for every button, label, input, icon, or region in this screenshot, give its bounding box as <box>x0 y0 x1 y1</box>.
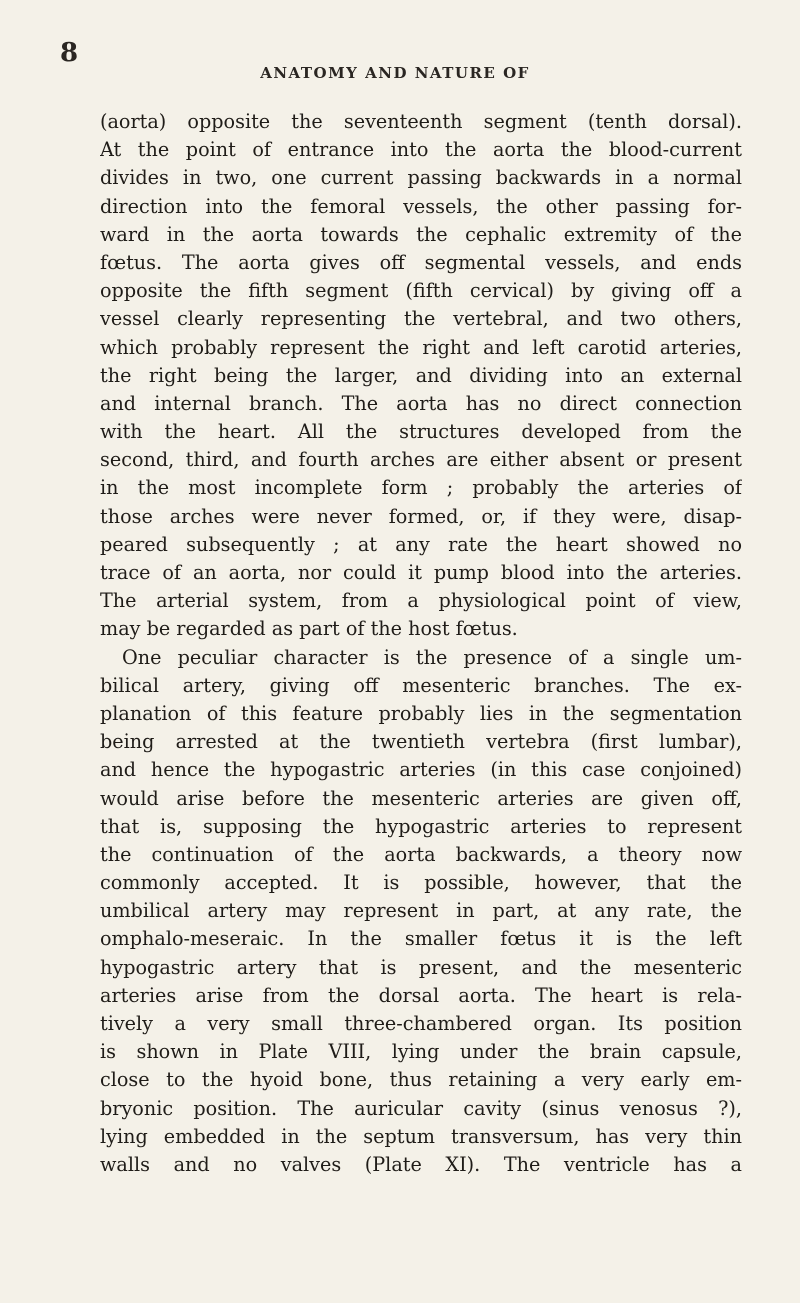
page-header <box>60 38 730 86</box>
running-head: ANATOMY AND NATURE OF <box>260 64 530 82</box>
text-line: fœtus. The aorta gives off segmental vessels, and ends <box>100 250 742 274</box>
page-number: 8 <box>60 38 79 68</box>
text-line: and internal branch. The aorta has no direct connection <box>100 391 742 415</box>
text-line: umbilical artery may represent in part, at any rate, the <box>100 899 742 923</box>
text-line: tively a very small three-chambered organ. Its position <box>100 1012 742 1035</box>
body-text <box>100 108 742 1179</box>
text-line: omphalo-meseraic. In the smaller fœtus it is the left <box>100 927 742 951</box>
text-line: One peculiar character is the presence of a single um- <box>122 645 742 669</box>
text-line: those arches were never formed, or, if they were, disap- <box>100 504 742 528</box>
text-line: direction into the femoral vessels, the other passing for- <box>100 194 742 218</box>
text-line: vessel clearly representing the vertebral, and two others, <box>100 307 742 331</box>
text-line: ward in the aorta towards the cephalic extremity of the <box>100 222 742 246</box>
text-line: being arrested at the twentieth vertebra (first lumbar), <box>100 730 742 754</box>
text-line: bilical artery, giving off mesenteric branches. The ex- <box>100 673 742 697</box>
text-line: the continuation of the aorta backwards, a theory now <box>100 842 742 866</box>
text-line: would arise before the mesenteric arteries are given off, <box>100 786 742 810</box>
text-line: may be regarded as part of the host fœtus. <box>100 617 518 641</box>
text-line: lying embedded in the septum transversum, has very thin <box>100 1124 742 1148</box>
text-line: planation of this feature probably lies in the segmentation <box>100 701 742 725</box>
text-line: which probably represent the right and left carotid arteries, <box>100 335 742 359</box>
text-line: that is, supposing the hypogastric arteries to represent <box>100 814 742 838</box>
text-line: trace of an aorta, nor could it pump blood into the arteries. <box>100 561 742 584</box>
text-line: with the heart. All the structures developed from the <box>100 420 742 444</box>
text-line: commonly accepted. It is possible, however, that the <box>100 871 742 895</box>
text-line: in the most incomplete form ; probably the arteries of <box>100 476 742 500</box>
text-line: (aorta) opposite the seventeenth segment (tenth dorsal). <box>100 110 742 133</box>
text-line: hypogastric artery that is present, and the mesenteric <box>100 955 742 979</box>
text-line: is shown in Plate VIII, lying under the brain capsule, <box>100 1040 742 1064</box>
text-line: walls and no valves (Plate XI). The ventricle has a <box>100 1152 742 1176</box>
text-line: second, third, and fourth arches are either absent or present <box>100 448 742 472</box>
text-line: close to the hyoid bone, thus retaining a very early em- <box>100 1068 742 1092</box>
text-line: The arterial system, from a physiological point of view, <box>100 589 742 613</box>
text-line: At the point of entrance into the aorta the blood-current <box>100 138 742 162</box>
text-line: the right being the larger, and dividing into an external <box>100 363 742 387</box>
text-line: bryonic position. The auricular cavity (sinus venosus ?), <box>100 1096 742 1120</box>
text-line: peared subsequently ; at any rate the heart showed no <box>100 532 742 556</box>
text-line: divides in two, one current passing backwards in a normal <box>100 166 742 190</box>
text-line: opposite the fifth segment (fifth cervical) by giving off a <box>100 279 742 303</box>
text-line: arteries arise from the dorsal aorta. The heart is rela- <box>100 983 742 1007</box>
text-line: and hence the hypogastric arteries (in this case conjoined) <box>100 758 742 782</box>
